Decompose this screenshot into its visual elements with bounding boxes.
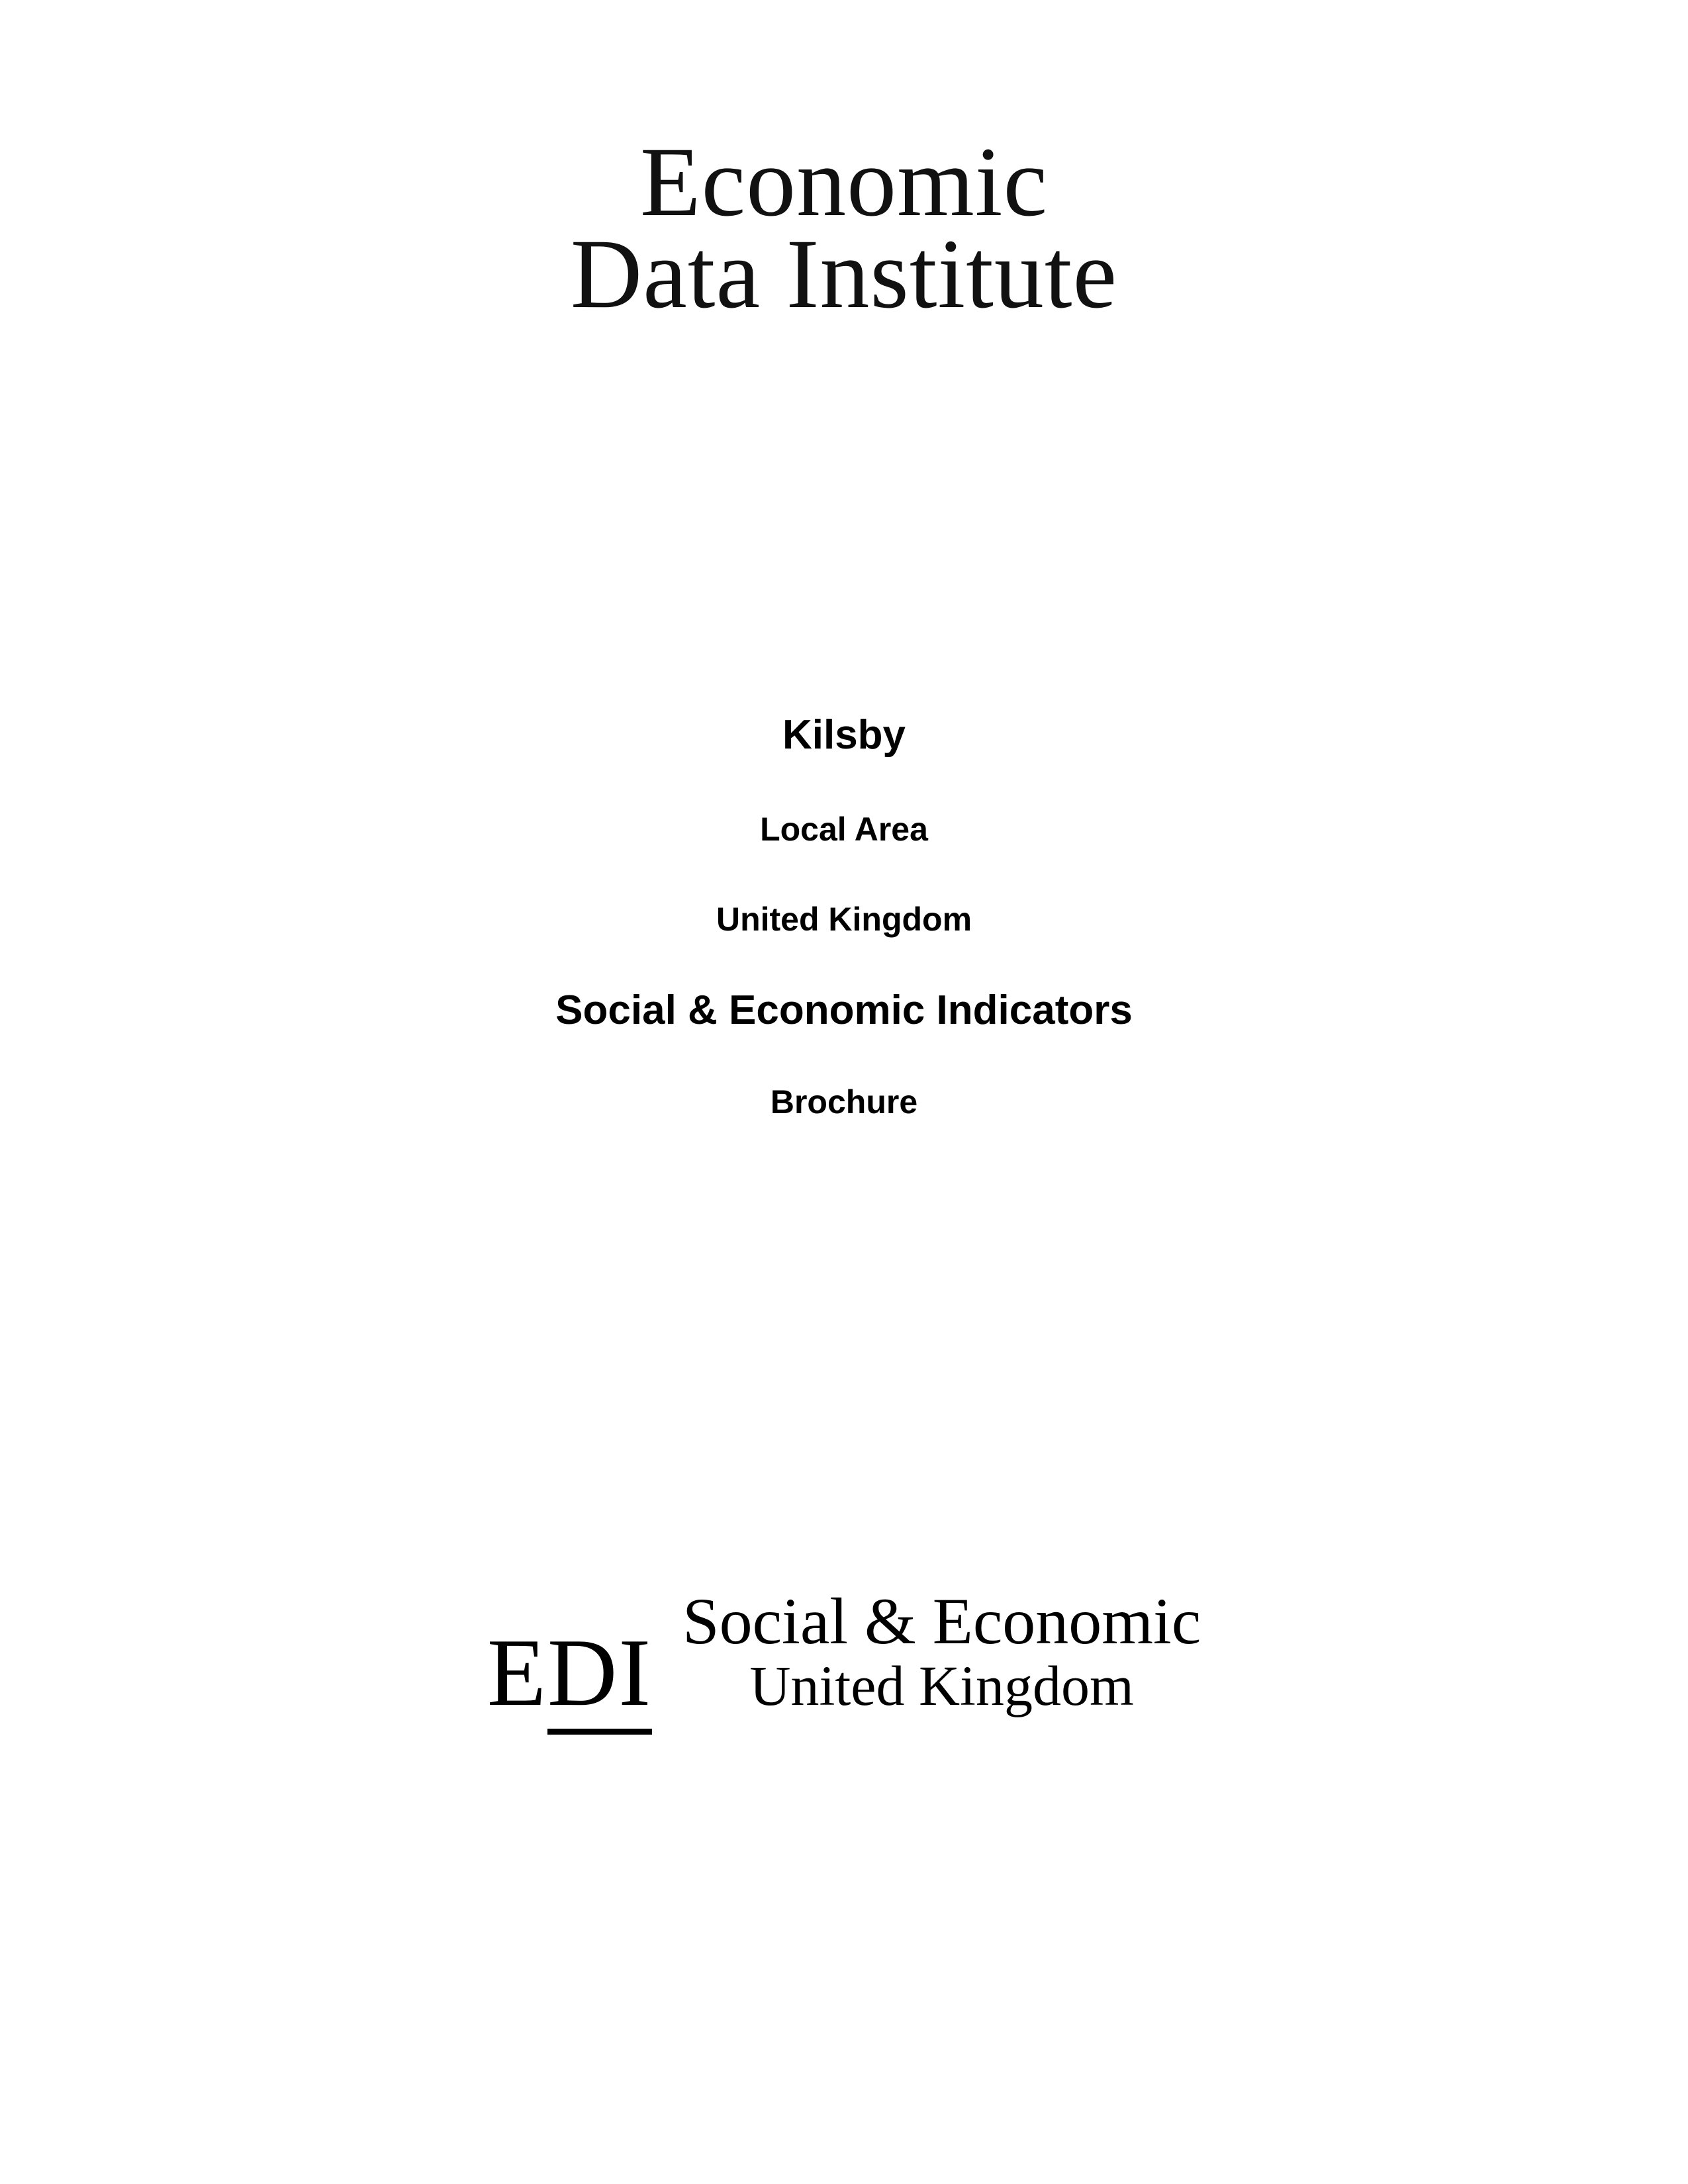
edi-brand-logo bbox=[0, 1584, 1688, 1726]
publisher-logo-line-2: Data Institute bbox=[570, 219, 1118, 329]
edi-acronym bbox=[487, 1618, 682, 1726]
area-level-label: Local Area bbox=[760, 811, 928, 848]
page-title: Kilsby bbox=[782, 712, 906, 758]
edi-wordmark-line-2: United Kingdom bbox=[749, 1654, 1134, 1717]
edi-wordmark-line-1: Social & Economic bbox=[682, 1584, 1201, 1658]
series-title: Social & Economic Indicators bbox=[555, 987, 1133, 1033]
edi-acronym-e: E bbox=[487, 1618, 547, 1726]
country-label: United Kingdom bbox=[716, 901, 972, 938]
cover-title-block bbox=[0, 712, 1688, 1120]
document-type-label: Brochure bbox=[770, 1083, 918, 1120]
publisher-logo-line-1: Economic bbox=[639, 127, 1049, 237]
publisher-logo bbox=[0, 127, 1688, 329]
edi-acronym-di: DI bbox=[547, 1619, 652, 1735]
edi-brand-wordmark bbox=[682, 1584, 1201, 1722]
